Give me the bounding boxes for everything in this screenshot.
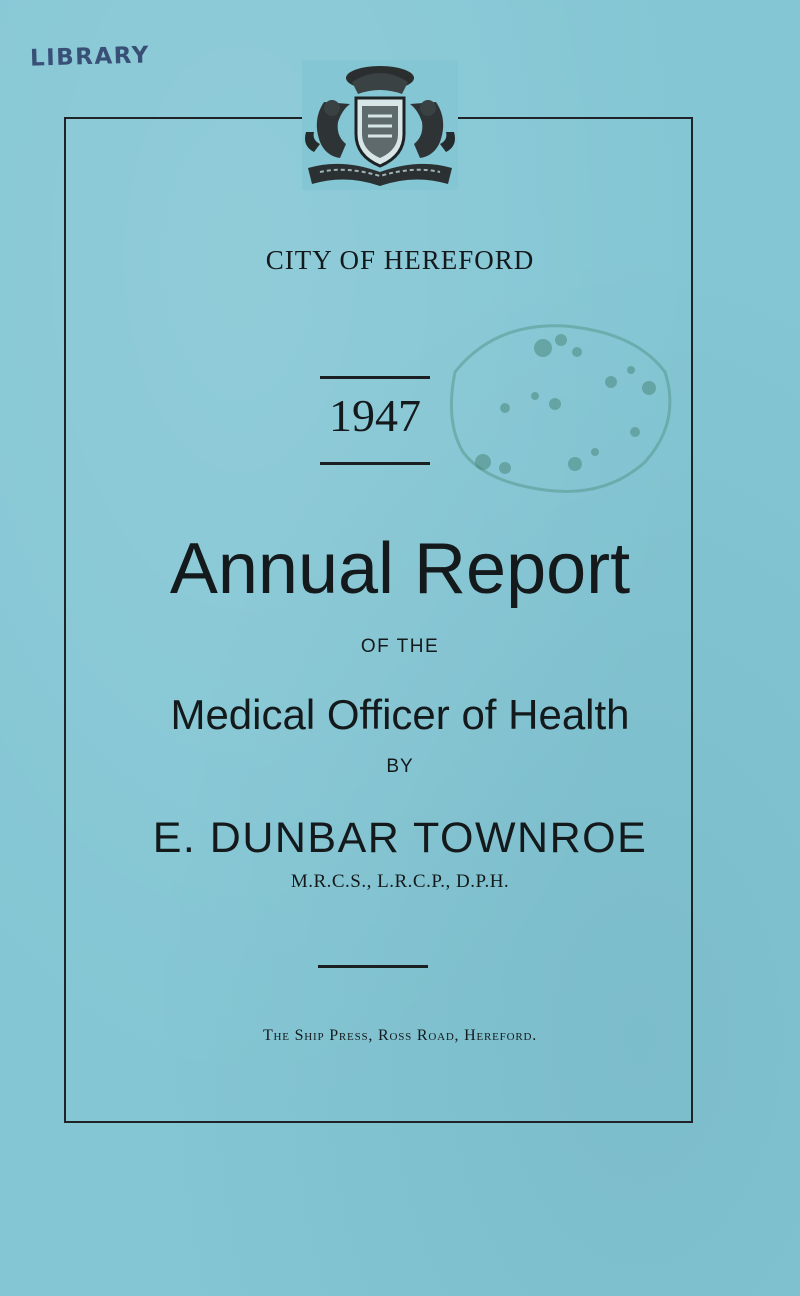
- author-qualifications: M.R.C.S., L.R.C.P., D.P.H.: [290, 871, 510, 892]
- of-the-label: OF THE: [360, 636, 440, 657]
- office-title: Medical Officer of Health: [170, 691, 630, 738]
- coat-of-arms-icon: [302, 60, 458, 190]
- city-title: CITY OF HEREFORD: [265, 245, 535, 275]
- printer-imprint: The Ship Press, Ross Road, Hereford.: [262, 1027, 538, 1044]
- report-year: 1947: [329, 390, 421, 441]
- library-stamp: LIBRARY: [29, 42, 151, 72]
- author-name: E. DUNBAR TOWNROE: [152, 814, 648, 862]
- by-label: BY: [386, 756, 414, 777]
- year-rule-bottom: [320, 462, 430, 465]
- report-title: Annual Report: [169, 529, 631, 609]
- year-rule-top: [320, 376, 430, 379]
- paper-stain: [435, 312, 683, 508]
- divider-rule: [318, 965, 428, 968]
